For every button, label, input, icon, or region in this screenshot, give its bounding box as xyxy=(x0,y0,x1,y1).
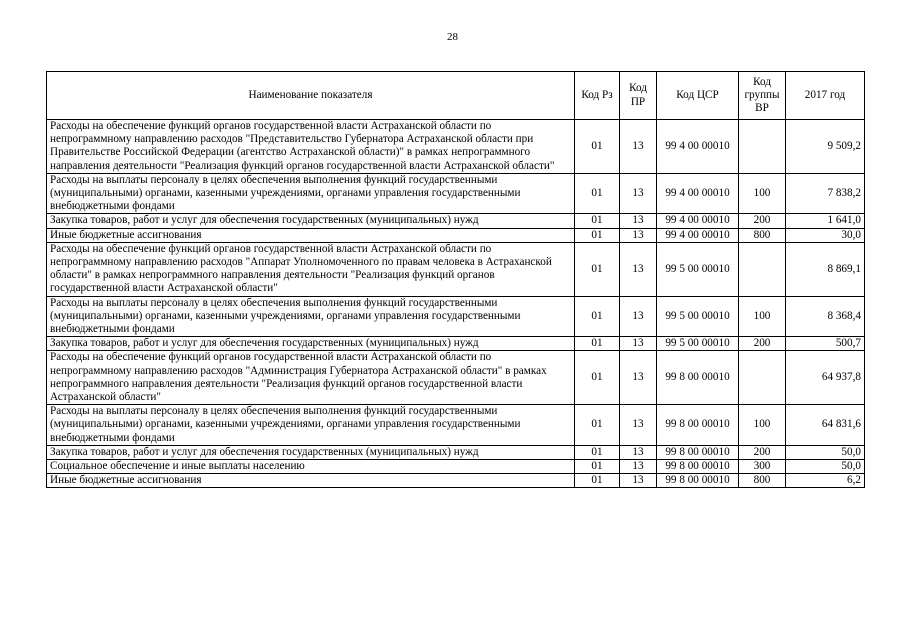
row-code-vr: 100 xyxy=(739,405,786,446)
row-code-vr: 300 xyxy=(739,460,786,474)
row-code-vr: 800 xyxy=(739,228,786,242)
row-code-pr: 13 xyxy=(620,173,657,214)
header-pr-line1: Код xyxy=(629,82,647,95)
row-code-rz: 01 xyxy=(575,445,620,459)
row-value-2017: 50,0 xyxy=(786,460,865,474)
row-value-2017: 1 641,0 xyxy=(786,214,865,228)
table-row xyxy=(47,242,865,296)
row-value-2017: 64 937,8 xyxy=(786,351,865,405)
row-code-pr: 13 xyxy=(620,120,657,174)
row-code-csr: 99 4 00 00010 xyxy=(657,228,739,242)
row-code-pr: 13 xyxy=(620,474,657,488)
row-name: Расходы на выплаты персоналу в целях обеспечения выполнения функций государственными (муниципальными) органами, казенными учреждениями, органами управления государственными внебюджетными фондами xyxy=(47,296,575,337)
row-name: Социальное обеспечение и иные выплаты населению xyxy=(47,460,575,474)
row-value-2017: 6,2 xyxy=(786,474,865,488)
row-code-csr: 99 5 00 00010 xyxy=(657,296,739,337)
row-code-csr: 99 8 00 00010 xyxy=(657,474,739,488)
row-code-pr: 13 xyxy=(620,296,657,337)
row-value-2017: 9 509,2 xyxy=(786,120,865,174)
row-name: Расходы на обеспечение функций органов государственной власти Астраханской области по непрограммному направлению расходов "Администрация Губернатора Астраханской области" в рамках непрограммного направления деятельности "Реализация функций органов государственной власти Астраханской области" xyxy=(47,351,575,405)
row-name: Расходы на обеспечение функций органов государственной власти Астраханской области по непрограммному направлению расходов "Представительство Губернатора Астраханской области при Правительстве Российской Федерации (агентство Астраханской области)" в рамках непрограммного направления деятельности "Реализация функций органов государственной власти Астраханской области" xyxy=(47,120,575,174)
row-code-vr: 200 xyxy=(739,337,786,351)
row-value-2017: 8 368,4 xyxy=(786,296,865,337)
row-code-pr: 13 xyxy=(620,242,657,296)
row-value-2017: 500,7 xyxy=(786,337,865,351)
row-code-csr: 99 4 00 00010 xyxy=(657,120,739,174)
table-row xyxy=(47,445,865,459)
row-code-rz: 01 xyxy=(575,474,620,488)
row-code-pr: 13 xyxy=(620,228,657,242)
row-code-csr: 99 8 00 00010 xyxy=(657,460,739,474)
table-row xyxy=(47,474,865,488)
row-name: Закупка товаров, работ и услуг для обеспечения государственных (муниципальных) нужд xyxy=(47,445,575,459)
row-code-vr xyxy=(739,242,786,296)
header-rz: Код Рз xyxy=(575,72,620,120)
row-code-pr: 13 xyxy=(620,460,657,474)
row-code-vr: 200 xyxy=(739,445,786,459)
row-value-2017: 7 838,2 xyxy=(786,173,865,214)
row-code-csr: 99 4 00 00010 xyxy=(657,173,739,214)
table-body xyxy=(47,120,865,488)
table-row xyxy=(47,337,865,351)
row-name: Расходы на выплаты персоналу в целях обеспечения выполнения функций государственными (муниципальными) органами, казенными учреждениями, органами управления государственными внебюджетными фондами xyxy=(47,173,575,214)
table-row xyxy=(47,296,865,337)
row-code-pr: 13 xyxy=(620,214,657,228)
row-code-rz: 01 xyxy=(575,405,620,446)
table-row xyxy=(47,460,865,474)
header-vr-line1: Код xyxy=(753,75,771,88)
row-code-csr: 99 8 00 00010 xyxy=(657,351,739,405)
row-code-rz: 01 xyxy=(575,228,620,242)
table-row xyxy=(47,173,865,214)
header-csr: Код ЦСР xyxy=(657,72,739,120)
table-row xyxy=(47,120,865,174)
row-code-rz: 01 xyxy=(575,460,620,474)
page-number: 28 xyxy=(447,31,458,43)
row-code-pr: 13 xyxy=(620,445,657,459)
row-value-2017: 50,0 xyxy=(786,445,865,459)
row-code-pr: 13 xyxy=(620,351,657,405)
header-vr-line3: ВР xyxy=(755,102,769,115)
row-value-2017: 64 831,6 xyxy=(786,405,865,446)
row-code-rz: 01 xyxy=(575,214,620,228)
row-code-csr: 99 8 00 00010 xyxy=(657,445,739,459)
row-value-2017: 30,0 xyxy=(786,228,865,242)
header-year: 2017 год xyxy=(786,72,865,120)
row-code-csr: 99 5 00 00010 xyxy=(657,242,739,296)
row-name: Закупка товаров, работ и услуг для обеспечения государственных (муниципальных) нужд xyxy=(47,337,575,351)
budget-table xyxy=(46,71,865,488)
row-code-vr: 200 xyxy=(739,214,786,228)
row-code-csr: 99 5 00 00010 xyxy=(657,337,739,351)
row-name: Закупка товаров, работ и услуг для обеспечения государственных (муниципальных) нужд xyxy=(47,214,575,228)
table-row xyxy=(47,405,865,446)
row-value-2017: 8 869,1 xyxy=(786,242,865,296)
row-code-csr: 99 4 00 00010 xyxy=(657,214,739,228)
row-code-vr: 100 xyxy=(739,296,786,337)
row-code-vr: 800 xyxy=(739,474,786,488)
header-vr-line2: группы xyxy=(744,88,780,101)
header-pr-line2: ПР xyxy=(630,95,646,108)
row-name: Иные бюджетные ассигнования xyxy=(47,474,575,488)
row-code-csr: 99 8 00 00010 xyxy=(657,405,739,446)
header-name: Наименование показателя xyxy=(47,72,575,120)
row-code-rz: 01 xyxy=(575,337,620,351)
table-header-row xyxy=(47,72,865,120)
header-vr xyxy=(739,72,786,120)
table-row xyxy=(47,214,865,228)
table-row xyxy=(47,351,865,405)
header-pr xyxy=(620,72,657,120)
row-code-vr: 100 xyxy=(739,173,786,214)
row-code-vr xyxy=(739,351,786,405)
row-code-pr: 13 xyxy=(620,337,657,351)
row-code-rz: 01 xyxy=(575,351,620,405)
row-name: Иные бюджетные ассигнования xyxy=(47,228,575,242)
row-name: Расходы на обеспечение функций органов государственной власти Астраханской области по непрограммному направлению расходов "Аппарат Уполномоченного по правам человека в Астраханской области" в рамках непрограммного направления деятельности "Реализация функций органов государственной власти Астраханской области" xyxy=(47,242,575,296)
row-code-rz: 01 xyxy=(575,242,620,296)
row-code-rz: 01 xyxy=(575,120,620,174)
row-name: Расходы на выплаты персоналу в целях обеспечения выполнения функций государственными (муниципальными) органами, казенными учреждениями, органами управления государственными внебюджетными фондами xyxy=(47,405,575,446)
row-code-pr: 13 xyxy=(620,405,657,446)
row-code-rz: 01 xyxy=(575,173,620,214)
table-row xyxy=(47,228,865,242)
row-code-vr xyxy=(739,120,786,174)
row-code-rz: 01 xyxy=(575,296,620,337)
